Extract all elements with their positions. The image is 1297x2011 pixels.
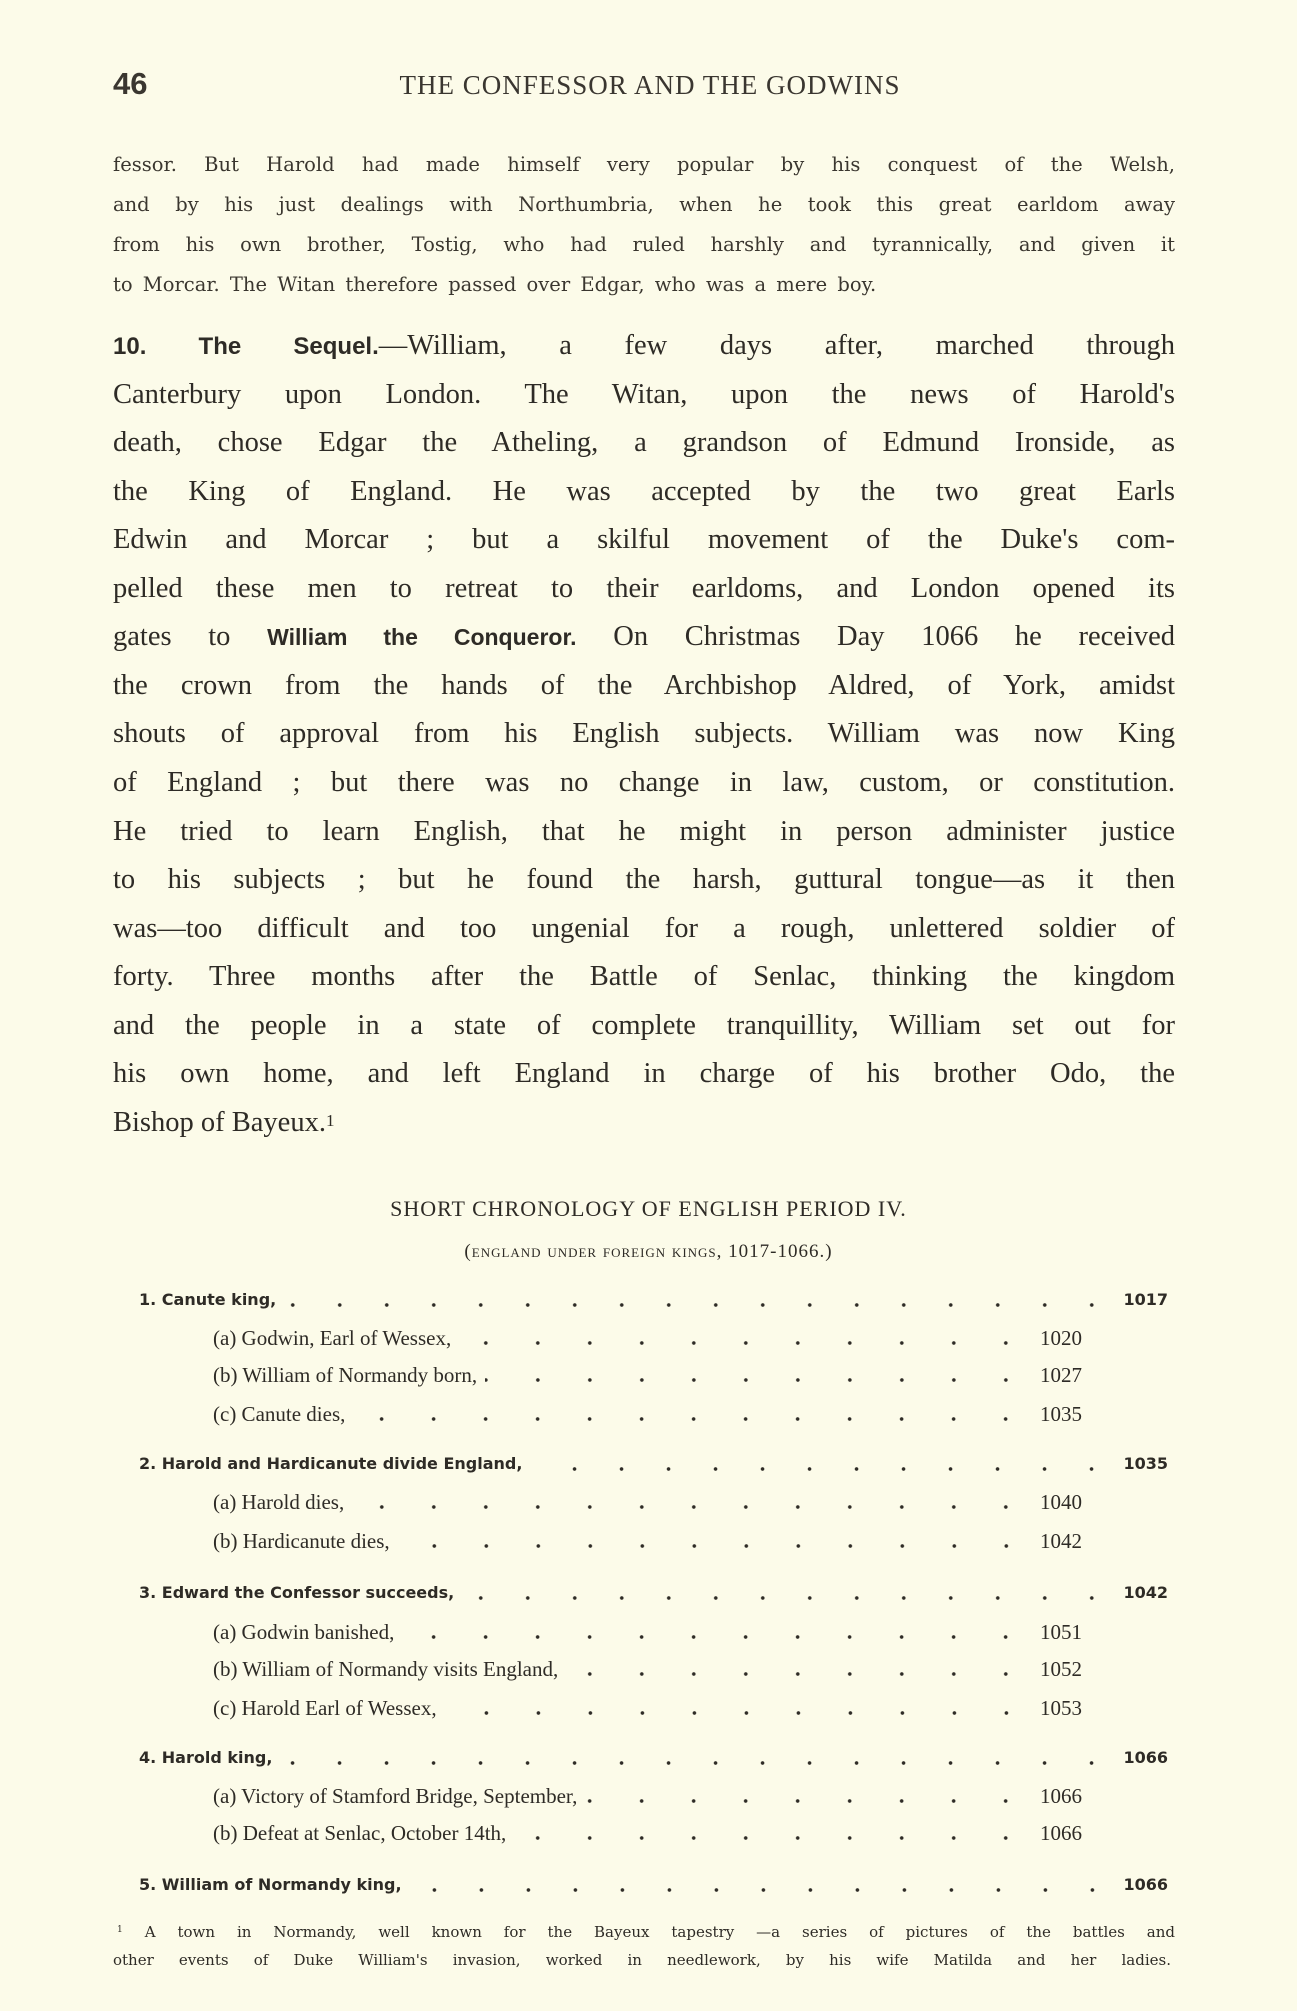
entry-year: 1035 [1040,1402,1082,1426]
entry-label: 5. William of Normandy king, [139,1875,402,1894]
entry-year: 1052 [1040,1657,1082,1681]
chronology-subtitle [0,1241,1297,1263]
text-line: forty. Three months after the Battle of Senlac, thinking the kingdom [113,961,1175,992]
entry-label: 2. Harold and Hardicanute divide England, [139,1454,523,1473]
chronology-entry [213,1655,1082,1683]
footnote-mark: 1 [117,1925,123,1935]
entry-year: 1040 [1040,1490,1082,1514]
dot-leader [462,1596,1115,1600]
entry-label: (a) Harold dies, [213,1490,345,1514]
chronology-entry [213,1488,1082,1516]
dot-leader [530,1467,1115,1471]
dot-leader [352,1505,1032,1509]
text-line: pelled these men to retreat to their earldoms, and London opened its [113,573,1175,604]
entry-year: 1051 [1040,1620,1082,1644]
text-line: Canterbury upon London. The Witan, upon the news of Harold's [113,379,1175,410]
entry-label: (c) Canute dies, [213,1402,346,1426]
text-line: to Morcar. The Witan therefore passed over Edgar, who was a mere boy. [113,273,877,296]
chronology-title: SHORT CHRONOLOGY OF ENGLISH PERIOD IV. [390,1196,907,1221]
dot-leader [585,1799,1032,1803]
entry-year: 1066 [1123,1748,1168,1767]
running-title: THE CONFESSOR AND THE GODWINS [399,70,901,100]
text-span: —William, a few days after, marched through [378,330,1175,361]
entry-year: 1053 [1040,1696,1082,1720]
chronology-entry [139,1871,1168,1899]
entry-label: (b) Defeat at Senlac, October 14th, [213,1821,507,1845]
chronology-entry [213,1819,1082,1847]
text-span: On Christmas Day 1066 he received [613,621,1176,652]
entry-year: 1066 [1123,1875,1168,1894]
dot-leader [566,1672,1032,1676]
text-line: the King of England. He was accepted by the two great Earls [113,476,1175,507]
entry-label: (a) Victory of Stamford Bridge, September, [213,1784,578,1808]
text-line [113,619,1175,655]
entry-label: 1. Canute king, [139,1290,277,1309]
text-line: from his own brother, Tostig, who had ruled harshly and tyrannically, and given it [113,233,1175,256]
dot-leader [402,1635,1032,1639]
entry-label: (b) Hardicanute dies, [213,1529,390,1553]
dot-leader [410,1888,1116,1892]
entry-label: 4. Harold king, [139,1748,273,1767]
chronology-entry [213,1694,1082,1722]
footnote-text: A town in Normandy, well known for the Bayeux tapestry —a series of pictures of the battles and [144,1923,1175,1941]
chronology-entry [213,1527,1082,1555]
text-line: to his subjects ; but he found the harsh, guttural tongue—as it then [113,864,1175,895]
text-span: Bishop of Bayeux. [113,1107,326,1138]
entry-label: (a) Godwin banished, [213,1620,395,1644]
footnote-line: other events of Duke William's invasion, worked in needlework, by his wife Matilda and her ladies. [113,1951,1171,1969]
chronology-entry [139,1579,1168,1607]
text-line: the crown from the hands of the Archbishop Aldred, of York, amidst [113,670,1175,701]
entry-year: 1035 [1123,1454,1168,1473]
dot-leader [459,1341,1032,1345]
chronology-entry [213,1324,1082,1352]
entry-label: (c) Harold Earl of Wessex, [213,1696,437,1720]
text-line: and the people in a state of complete tranquillity, William set out for [113,1010,1175,1041]
text-line: was—too difficult and too ungenial for a rough, unlettered soldier of [113,913,1175,944]
text-line: death, chose Edgar the Atheling, a grandson of Edmund Ironside, as [113,427,1175,458]
entry-label: (b) William of Normandy born, [213,1363,478,1387]
text-line: He tried to learn English, that he might in person administer justice [113,816,1175,847]
dot-leader [485,1378,1032,1382]
dot-leader [353,1417,1032,1421]
text-line: shouts of approval from his English subjects. William was now King [113,718,1175,749]
dot-leader [280,1761,1115,1765]
entry-year: 1017 [1123,1290,1168,1309]
bold-name: William the Conqueror. [267,624,577,650]
text-line: and by his just dealings with Northumbria, when he took this great earldom away [113,193,1175,216]
entry-label: 3. Edward the Confessor succeeds, [139,1583,455,1602]
text-line: Edwin and Morcar ; but a skilful movement of the Duke's com- [113,524,1175,555]
dot-leader [445,1711,1032,1715]
chronology-entry [213,1361,1082,1389]
dot-leader [514,1836,1032,1840]
entry-year: 1020 [1040,1326,1082,1350]
entry-label: (a) Godwin, Earl of Wessex, [213,1326,452,1350]
entry-year: 1042 [1040,1529,1082,1553]
text-line [113,328,1175,364]
entry-year: 1042 [1123,1583,1168,1602]
footnote-ref: 1 [325,1111,335,1130]
text-span: gates to [113,621,231,652]
entry-year: 1027 [1040,1363,1082,1387]
subtitle-text: (england under foreign kings, [464,1241,723,1262]
chronology-entry [213,1618,1082,1646]
page-number: 46 [113,66,148,101]
section-heading: 10. The Sequel. [113,333,379,360]
text-line: fessor. But Harold had made himself very popular by his conquest of the Welsh, [113,153,1175,176]
text-line: his own home, and left England in charge of his brother Odo, the [113,1058,1175,1089]
text-line [113,1105,335,1141]
text-line: of England ; but there was no change in law, custom, or constitution. [113,767,1175,798]
entry-year: 1066 [1040,1784,1082,1808]
chronology-entry [139,1744,1168,1772]
dot-leader [398,1544,1032,1548]
entry-label: (b) William of Normandy visits England, [213,1657,559,1681]
entry-year: 1066 [1040,1821,1082,1845]
chronology-entry [139,1286,1168,1314]
dot-leader [284,1303,1115,1307]
subtitle-years: 1017-1066.) [728,1241,833,1262]
footnote-line [117,1922,1175,1942]
chronology-entry [213,1782,1082,1810]
chronology-entry [139,1450,1168,1478]
chronology-entry [213,1400,1082,1428]
